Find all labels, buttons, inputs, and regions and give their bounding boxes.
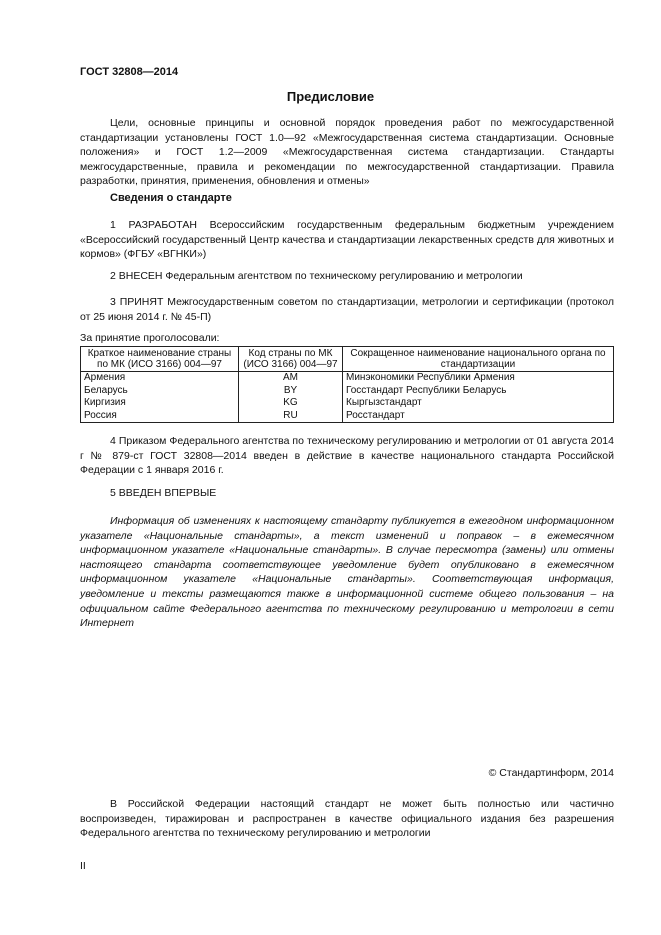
reproduction-notice: В Российской Федерации настоящий стандарт не может быть полностью или частично воспроизведен, тиражирован и распространен в качестве официального издания без разрешения Федерального агентства по техническому регулированию и метрологии (80, 798, 614, 840)
national-body: Кыргызстандарт (343, 397, 614, 410)
table-row (81, 385, 614, 398)
page-title: Предисловие (286, 89, 375, 104)
country-code: BY (239, 385, 343, 398)
header-country-name: Краткое наименование страны по МК (ИСО 3166) 004—97 (81, 347, 239, 372)
votes-table (80, 346, 614, 423)
table-row (81, 410, 614, 423)
national-body: Росстандарт (343, 410, 614, 423)
document-code: ГОСТ 32808—2014 (80, 66, 179, 78)
intro-paragraph: Цели, основные принципы и основной порядок проведения работ по межгосударственной стандартизации установлены ГОСТ 1.0—92 «Межгосударственная система стандартизации. Основные положения» и ГОСТ 1.2—2009 «Межгосударственная система стандартизации. Стандарты межгосударственные, правила и рекомендации по межгосударственной стандартизации. Правила разработки, принятия, применения, обновления и отмены» (80, 117, 614, 188)
item-enacted: 4 Приказом Федерального агентства по техническому регулированию и метрологии от 01 августа 2014 г № 879-ст ГОСТ 32808—2014 введен в действие в качестве национального стандарта Российской Федерации с 1 января 2016 г. (80, 435, 614, 477)
country-code: AM (239, 372, 343, 385)
header-country-code: Код страны по МК (ИСО 3166) 004—97 (239, 347, 343, 372)
item-introduced: 2 ВНЕСЕН Федеральным агентством по техническому регулированию и метрологии (110, 270, 523, 282)
country-code: RU (239, 410, 343, 423)
header-national-body: Сокращенное наименование национального органа по стандартизации (343, 347, 614, 372)
votes-table-header (81, 347, 614, 372)
national-body: Минэкономики Республики Армения (343, 372, 614, 385)
change-information-notice: Информация об изменениях к настоящему стандарту публикуется в ежегодном информационном указателе «Национальные стандарты», а текст изменений и поправок – в ежемесячном информационном указателе «Национальные стандарты». В случае пересмотра (замены) или отмены настоящего стандарта соответствующее уведомление будет опубликовано в ежемесячном информационном указателе «Национальные стандарты». Соответствующая информация, уведомление и тексты размещаются также в информационной системе общего пользования – на официальном сайте Федерального агентства по техническому регулированию и метрологии в сети Интернет (80, 515, 614, 630)
votes-label: За принятие проголосовали: (80, 332, 220, 344)
item-first-time: 5 ВВЕДЕН ВПЕРВЫЕ (110, 487, 217, 499)
national-body: Госстандарт Республики Беларусь (343, 385, 614, 398)
page-number: II (80, 860, 86, 872)
copyright-line: © Стандартинформ, 2014 (488, 767, 614, 779)
item-developed: 1 РАЗРАБОТАН Всероссийским государственным федеральным бюджетным учреждением «Всероссийский государственный Центр качества и стандартизации лекарственных средств для животных и кормов» (ФГБУ «ВГНКИ») (80, 219, 614, 261)
country-name: Россия (81, 410, 239, 423)
country-name: Армения (81, 372, 239, 385)
table-row (81, 372, 614, 385)
item-adopted: 3 ПРИНЯТ Межгосударственным советом по стандартизации, метрологии и сертификации (протокол от 25 июня 2014 г. № 45-П) (80, 296, 614, 323)
country-name: Беларусь (81, 385, 239, 398)
info-heading: Сведения о стандарте (110, 192, 232, 204)
country-name: Киргизия (81, 397, 239, 410)
table-row (81, 397, 614, 410)
country-code: KG (239, 397, 343, 410)
